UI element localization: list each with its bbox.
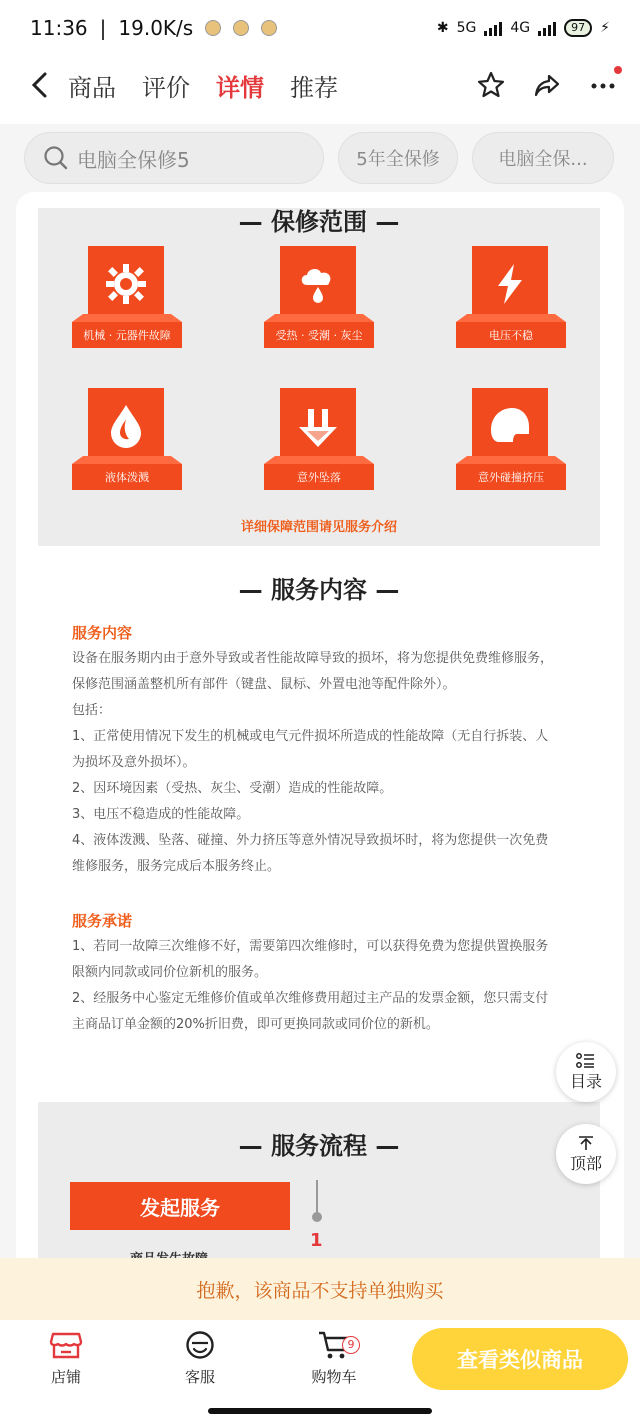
list-icon [576, 1053, 596, 1069]
signal-icon [484, 20, 502, 36]
bottom-action-bar [0, 1320, 640, 1422]
text-line: 包括： [72, 703, 112, 718]
text-line: 2、因环境因素（受热、灰尘、受潮）造成的性能故障。 [72, 781, 393, 796]
coverage-label: 意外碰撞挤压 [456, 464, 566, 490]
home-indicator [208, 1408, 432, 1414]
text-line: 为损坏及意外损坏）。 [72, 755, 196, 770]
view-similar-button[interactable]: 查看类似商品 [412, 1328, 628, 1390]
net1-label: 5G [456, 20, 477, 36]
shop-button[interactable] [26, 1330, 106, 1387]
text-line: 1、正常使用情况下发生的机械或电气元件损坏所造成的性能故障（无自行拆装、人 [72, 729, 549, 744]
service-promise-text [72, 934, 572, 1038]
coverage-section [38, 208, 600, 546]
battery-icon: 97 [564, 19, 592, 37]
text-line: 维修服务，服务完成后本服务终止。 [72, 859, 281, 874]
top-label: 顶部 [569, 1153, 602, 1173]
service-content-text [72, 646, 572, 880]
flow-section [38, 1102, 600, 1262]
detail-card [16, 192, 624, 1258]
toc-label: 目录 [569, 1071, 602, 1091]
star-icon[interactable] [476, 70, 506, 100]
more-icon[interactable] [588, 70, 618, 100]
smiley-icon [184, 1330, 216, 1360]
top-nav [0, 56, 640, 118]
notification-icon [233, 20, 249, 36]
notification-icon [205, 20, 221, 36]
coverage-label: 电压不稳 [456, 322, 566, 348]
text-line: 4、液体泼溅、坠落、碰撞、外力挤压等意外情况导致损坏时，将为您提供一次免费 [72, 833, 549, 848]
status-speed: 19.0K/s [118, 16, 194, 40]
back-to-top-button[interactable] [556, 1124, 616, 1184]
coverage-label: 意外坠落 [264, 464, 374, 490]
status-time: 11:36 [30, 16, 88, 40]
gear-icon [104, 262, 148, 306]
text-line: 1、若同一故障三次维修不好，需要第四次维修时，可以获得免费为您提供置换服务 [72, 939, 549, 954]
text-line: 设备在服务期内由于意外导致或者性能故障导致的损坏，将为您提供免费维修服务， [72, 651, 554, 666]
search-icon [43, 145, 69, 171]
signal-icon [538, 20, 556, 36]
text-line: 2、经服务中心鉴定无维修价值或单次维修费用超过主产品的发票金额，您只需支付 [72, 991, 549, 1006]
notification-icon [261, 20, 277, 36]
cart-badge: 9 [342, 1336, 360, 1354]
text-line: 限额内同款或同价位新机的服务。 [72, 965, 268, 980]
coverage-label: 受热 · 受潮 · 灰尘 [264, 322, 374, 348]
text-line: 主商品订单金额的20%折旧费，即可更换同款或同价位的新机。 [72, 1017, 439, 1032]
flow-title: — 服务流程 — [238, 1132, 400, 1160]
helmet-icon [487, 404, 533, 448]
flow-step-title: 发起服务 [70, 1182, 290, 1230]
flow-connector [316, 1180, 318, 1216]
coverage-label: 液体泼溅 [72, 464, 182, 490]
flow-step-number: 1 [310, 1230, 323, 1251]
cart-button[interactable] [294, 1330, 374, 1387]
service-label: 客服 [184, 1368, 215, 1386]
shop-label: 店铺 [50, 1368, 81, 1386]
notification-dot [614, 66, 622, 74]
search-chip[interactable]: 5年全保修 [338, 132, 458, 184]
tab-product[interactable]: 商品 [68, 74, 116, 102]
search-strip [0, 124, 640, 192]
arrow-up-icon [576, 1135, 596, 1151]
toc-button[interactable] [556, 1042, 616, 1102]
share-icon[interactable] [532, 70, 562, 100]
coverage-label: 机械 · 元器件故障 [72, 322, 182, 348]
service-promise-heading: 服务承诺 [72, 912, 133, 930]
detail-content [0, 192, 640, 1258]
tab-recommend[interactable]: 推荐 [290, 74, 338, 102]
bluetooth-icon: ✱ [436, 20, 449, 36]
shop-icon [49, 1330, 83, 1360]
service-content-heading: 服务内容 [72, 624, 133, 642]
text-line: 保修范围涵盖整机所有部件（键盘、鼠标、外置电池等配件除外）。 [72, 677, 456, 692]
status-bar: 11:36 | 19.0K/s ✱ 5G 4G 97 ⚡ [30, 16, 610, 40]
coverage-title: — 保修范围 — [238, 208, 400, 236]
coverage-detail-link[interactable]: 详细保障范围请见服务介绍 [240, 520, 397, 535]
back-icon[interactable] [26, 70, 56, 100]
tab-details[interactable]: 详情 [216, 74, 264, 102]
charging-icon: ⚡ [600, 20, 610, 36]
liquid-drop-icon [105, 403, 147, 449]
tab-reviews[interactable]: 评价 [142, 74, 190, 102]
flow-dot [312, 1212, 322, 1222]
net2-label: 4G [510, 20, 531, 36]
purchase-notice-banner: 抱歉，该商品不支持单独购买 [0, 1258, 640, 1320]
lightning-icon [490, 262, 530, 306]
search-chip[interactable]: 电脑全保... [472, 132, 614, 184]
cloud-drop-icon [295, 261, 341, 307]
text-line: 3、电压不稳造成的性能故障。 [72, 807, 250, 822]
service-title: — 服务内容 — [238, 576, 400, 604]
customer-service-button[interactable] [160, 1330, 240, 1387]
cart-label: 购物车 [311, 1368, 357, 1386]
falling-arrow-icon [295, 403, 341, 449]
search-input[interactable] [24, 132, 324, 184]
tab-bar [68, 68, 338, 103]
search-query: 电脑全保修5 [77, 147, 190, 172]
